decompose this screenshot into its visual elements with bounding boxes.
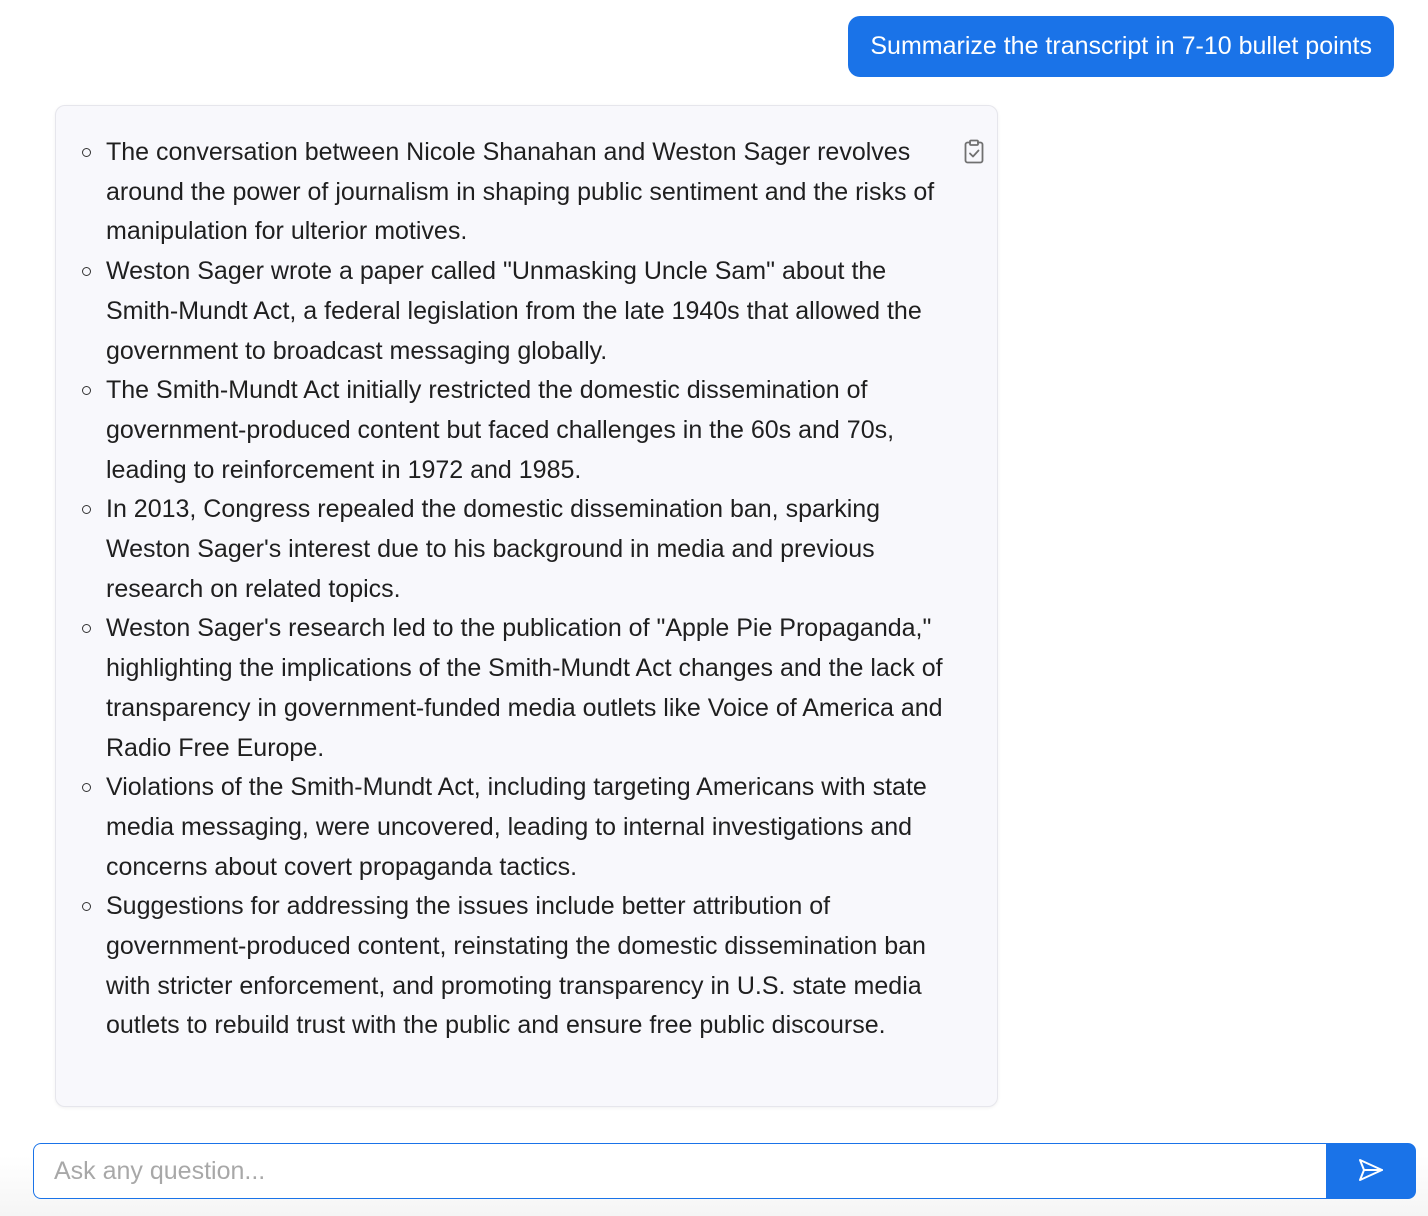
summary-bullet-item [106, 768, 951, 887]
summary-bullet-list [106, 133, 951, 1046]
clipboard-check-icon[interactable] [962, 139, 986, 165]
send-button[interactable] [1326, 1143, 1416, 1199]
bullet-marker [82, 902, 91, 911]
bullet-marker [82, 267, 91, 276]
summary-bullet-text: Weston Sager's research led to the publication of "Apple Pie Propaganda," highlighting the implications of the Smith-Mundt Act changes and the lack of transparency in government-funded media outlets like Voice of America and Radio Free Europe. [106, 614, 943, 762]
user-message-bubble [848, 16, 1394, 77]
summary-bullet-item [106, 887, 951, 1046]
summary-bullet-text: Suggestions for addressing the issues include better attribution of government-produced content, reinstating the domestic dissemination ban with stricter enforcement, and promoting transparency in U.S. state media outlets to rebuild trust with the public and ensure free public discourse. [106, 892, 926, 1040]
user-message-text: Summarize the transcript in 7-10 bullet points [870, 32, 1372, 60]
summary-bullet-item [106, 609, 951, 768]
summary-bullet-item [106, 252, 951, 371]
question-input[interactable] [33, 1143, 1326, 1199]
bullet-marker [82, 386, 91, 395]
bullet-marker [82, 624, 91, 633]
assistant-message-card [55, 105, 998, 1107]
composer-bar [33, 1143, 1416, 1199]
bullet-marker [82, 783, 91, 792]
summary-bullet-text: Violations of the Smith-Mundt Act, including targeting Americans with state media messaging, were uncovered, leading to internal investigations and concerns about covert propaganda tactics. [106, 773, 927, 881]
summary-bullet-text: In 2013, Congress repealed the domestic dissemination ban, sparking Weston Sager's interest due to his background in media and previous research on related topics. [106, 495, 881, 603]
summary-bullet-item [106, 490, 951, 609]
summary-bullet-item [106, 133, 951, 252]
bullet-marker [82, 505, 91, 514]
summary-bullet-text: Weston Sager wrote a paper called "Unmasking Uncle Sam" about the Smith-Mundt Act, a federal legislation from the late 1940s that allowed the government to broadcast messaging globally. [106, 257, 922, 365]
send-icon [1357, 1157, 1385, 1186]
bullet-marker [82, 148, 91, 157]
summary-bullet-text: The Smith-Mundt Act initially restricted the domestic dissemination of government-produced content but faced challenges in the 60s and 70s, leading to reinforcement in 1972 and 1985. [106, 376, 895, 484]
summary-bullet-text: The conversation between Nicole Shanahan and Weston Sager revolves around the power of journalism in shaping public sentiment and the risks of manipulation for ulterior motives. [106, 138, 935, 246]
summary-bullet-item [106, 371, 951, 490]
